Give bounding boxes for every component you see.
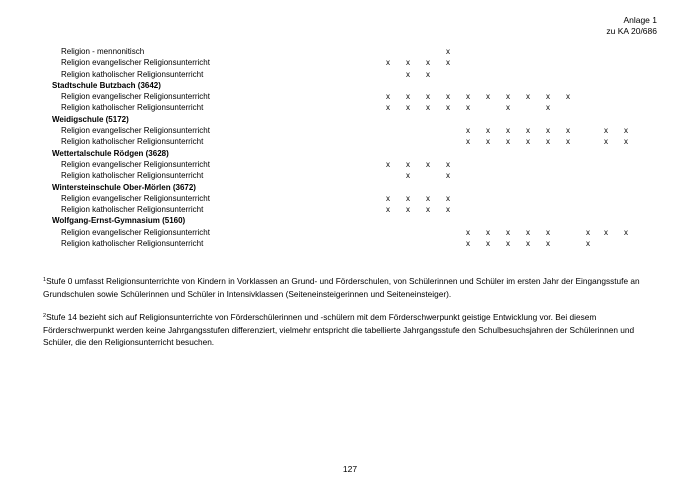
grade-mark: x [426, 159, 430, 169]
grade-mark: x [426, 69, 430, 79]
page-number: 127 [342, 464, 358, 474]
subject-label: Religion katholischer Religionsunterricht [61, 171, 204, 181]
grade-mark: x [546, 103, 550, 113]
grade-mark: x [604, 126, 608, 136]
grade-mark: x [406, 103, 410, 113]
footnote-1 [43, 275, 663, 300]
grade-mark: x [506, 103, 510, 113]
grade-mark: x [546, 227, 550, 237]
school-heading-row [0, 114, 700, 125]
footnotes [43, 275, 663, 360]
grade-mark: x [546, 239, 550, 249]
grade-mark: x [486, 126, 490, 136]
school-heading-row [0, 215, 700, 226]
table-row [0, 125, 700, 136]
table-row [0, 136, 700, 147]
school-name: Wettertalschule Rödgen (3628) [52, 148, 169, 158]
table-row [0, 227, 700, 238]
grade-mark: x [466, 239, 470, 249]
grade-mark: x [446, 47, 450, 56]
grade-mark: x [426, 103, 430, 113]
subject-label: Religion - mennonitisch [61, 47, 145, 56]
subject-label: Religion evangelischer Religionsunterricht [61, 193, 210, 203]
grade-mark: x [386, 103, 390, 113]
table-row [0, 159, 700, 170]
footnote-1-marker: 1 [43, 277, 47, 283]
grade-mark: x [486, 92, 490, 102]
grade-mark: x [406, 159, 410, 169]
grade-mark: x [446, 58, 450, 68]
grade-mark: x [446, 193, 450, 203]
grade-mark: x [604, 227, 608, 237]
school-name: Stadtschule Butzbach (3642) [52, 80, 161, 90]
footnote-2-text: Stufe 14 bezieht sich auf Religionsunterrichte von Förderschülerinnen und -schülern mit dem Förderschwerpunkt geistige Entwicklung vor. Bei diesem Förderschwerpunkt werden keine Jahrgangsstufen differenziert, vielmehr entspricht die tabellierte Jahrgangsstufe den Schulbesuchsjahren der Schülerinnen und Schüler, die den Religionsunterricht besuchen. [43, 312, 635, 347]
grade-mark: x [506, 227, 510, 237]
subject-label: Religion katholischer Religionsunterricht [61, 205, 204, 215]
grade-mark: x [386, 92, 390, 102]
grade-mark: x [486, 137, 490, 147]
grade-mark: x [624, 227, 628, 237]
grade-mark: x [446, 103, 450, 113]
table-row [0, 91, 700, 102]
annex-header [606, 15, 657, 37]
table-row [0, 102, 700, 113]
grade-mark: x [406, 69, 410, 79]
grade-mark: x [406, 58, 410, 68]
grade-mark: x [406, 92, 410, 102]
grade-mark: x [566, 126, 570, 136]
school-heading-row [0, 148, 700, 159]
grade-mark: x [386, 193, 390, 203]
school-name: Wintersteinschule Ober-Mörlen (3672) [52, 182, 196, 192]
grade-mark: x [426, 58, 430, 68]
subject-label: Religion evangelischer Religionsunterricht [61, 92, 210, 102]
table-row [0, 193, 700, 204]
grade-mark: x [466, 126, 470, 136]
grade-mark: x [526, 137, 530, 147]
grade-mark: x [624, 137, 628, 147]
grade-mark: x [546, 92, 550, 102]
grade-mark: x [386, 58, 390, 68]
table-row [0, 69, 700, 80]
footnote-2-marker: 2 [43, 313, 47, 319]
grade-mark: x [526, 126, 530, 136]
grade-mark: x [446, 205, 450, 215]
school-name: Weidigschule (5172) [52, 114, 129, 124]
subject-label: Religion evangelischer Religionsunterricht [61, 227, 210, 237]
grade-mark: x [566, 92, 570, 102]
grade-mark: x [446, 92, 450, 102]
grade-mark: x [546, 126, 550, 136]
grade-mark: x [406, 171, 410, 181]
grade-mark: x [604, 137, 608, 147]
grade-mark: x [406, 205, 410, 215]
table-row [0, 170, 700, 181]
grade-mark: x [446, 171, 450, 181]
grade-mark: x [466, 103, 470, 113]
grade-mark: x [526, 227, 530, 237]
footnote-1-text: Stufe 0 umfasst Religionsunterrichte von Kindern in Vorklassen an Grund- und Förderschulen, von Schülerinnen und Schüler im ersten Jahr der Eingangsstufe an Grundschulen sowie Schülerinnen und Schüler in Intensivklassen (Seiteneinsteigerinnen und Seiteneinsteiger). [43, 276, 640, 299]
grade-mark: x [486, 227, 490, 237]
grade-mark: x [586, 227, 590, 237]
grade-mark: x [526, 239, 530, 249]
subject-label: Religion katholischer Religionsunterricht [61, 103, 204, 113]
grade-mark: x [426, 92, 430, 102]
subject-label: Religion katholischer Religionsunterricht [61, 69, 204, 79]
grade-mark: x [526, 92, 530, 102]
table-row [0, 46, 700, 57]
grade-mark: x [546, 137, 550, 147]
table-row [0, 238, 700, 249]
grade-mark: x [624, 126, 628, 136]
grade-mark: x [386, 205, 390, 215]
school-heading-row [0, 80, 700, 91]
grade-mark: x [466, 137, 470, 147]
table-row [0, 57, 700, 68]
grade-mark: x [506, 126, 510, 136]
grade-mark: x [426, 193, 430, 203]
grade-mark: x [426, 205, 430, 215]
footnote-2 [43, 311, 663, 349]
grade-mark: x [466, 92, 470, 102]
course-table [0, 46, 700, 249]
grade-mark: x [506, 137, 510, 147]
table-row [0, 204, 700, 215]
subject-label: Religion katholischer Religionsunterricht [61, 137, 204, 147]
grade-mark: x [406, 193, 410, 203]
grade-mark: x [506, 239, 510, 249]
grade-mark: x [466, 227, 470, 237]
annex-label: Anlage 1 [623, 15, 657, 25]
annex-reference: zu KA 20/686 [606, 26, 657, 36]
grade-mark: x [566, 137, 570, 147]
grade-mark: x [446, 159, 450, 169]
subject-label: Religion evangelischer Religionsunterricht [61, 58, 210, 68]
subject-label: Religion katholischer Religionsunterricht [61, 239, 204, 249]
grade-mark: x [486, 239, 490, 249]
school-heading-row [0, 182, 700, 193]
subject-label: Religion evangelischer Religionsunterricht [61, 159, 210, 169]
subject-label: Religion evangelischer Religionsunterricht [61, 126, 210, 136]
grade-mark: x [586, 239, 590, 249]
school-name: Wolfgang-Ernst-Gymnasium (5160) [52, 216, 186, 226]
grade-mark: x [506, 92, 510, 102]
grade-mark: x [386, 159, 390, 169]
